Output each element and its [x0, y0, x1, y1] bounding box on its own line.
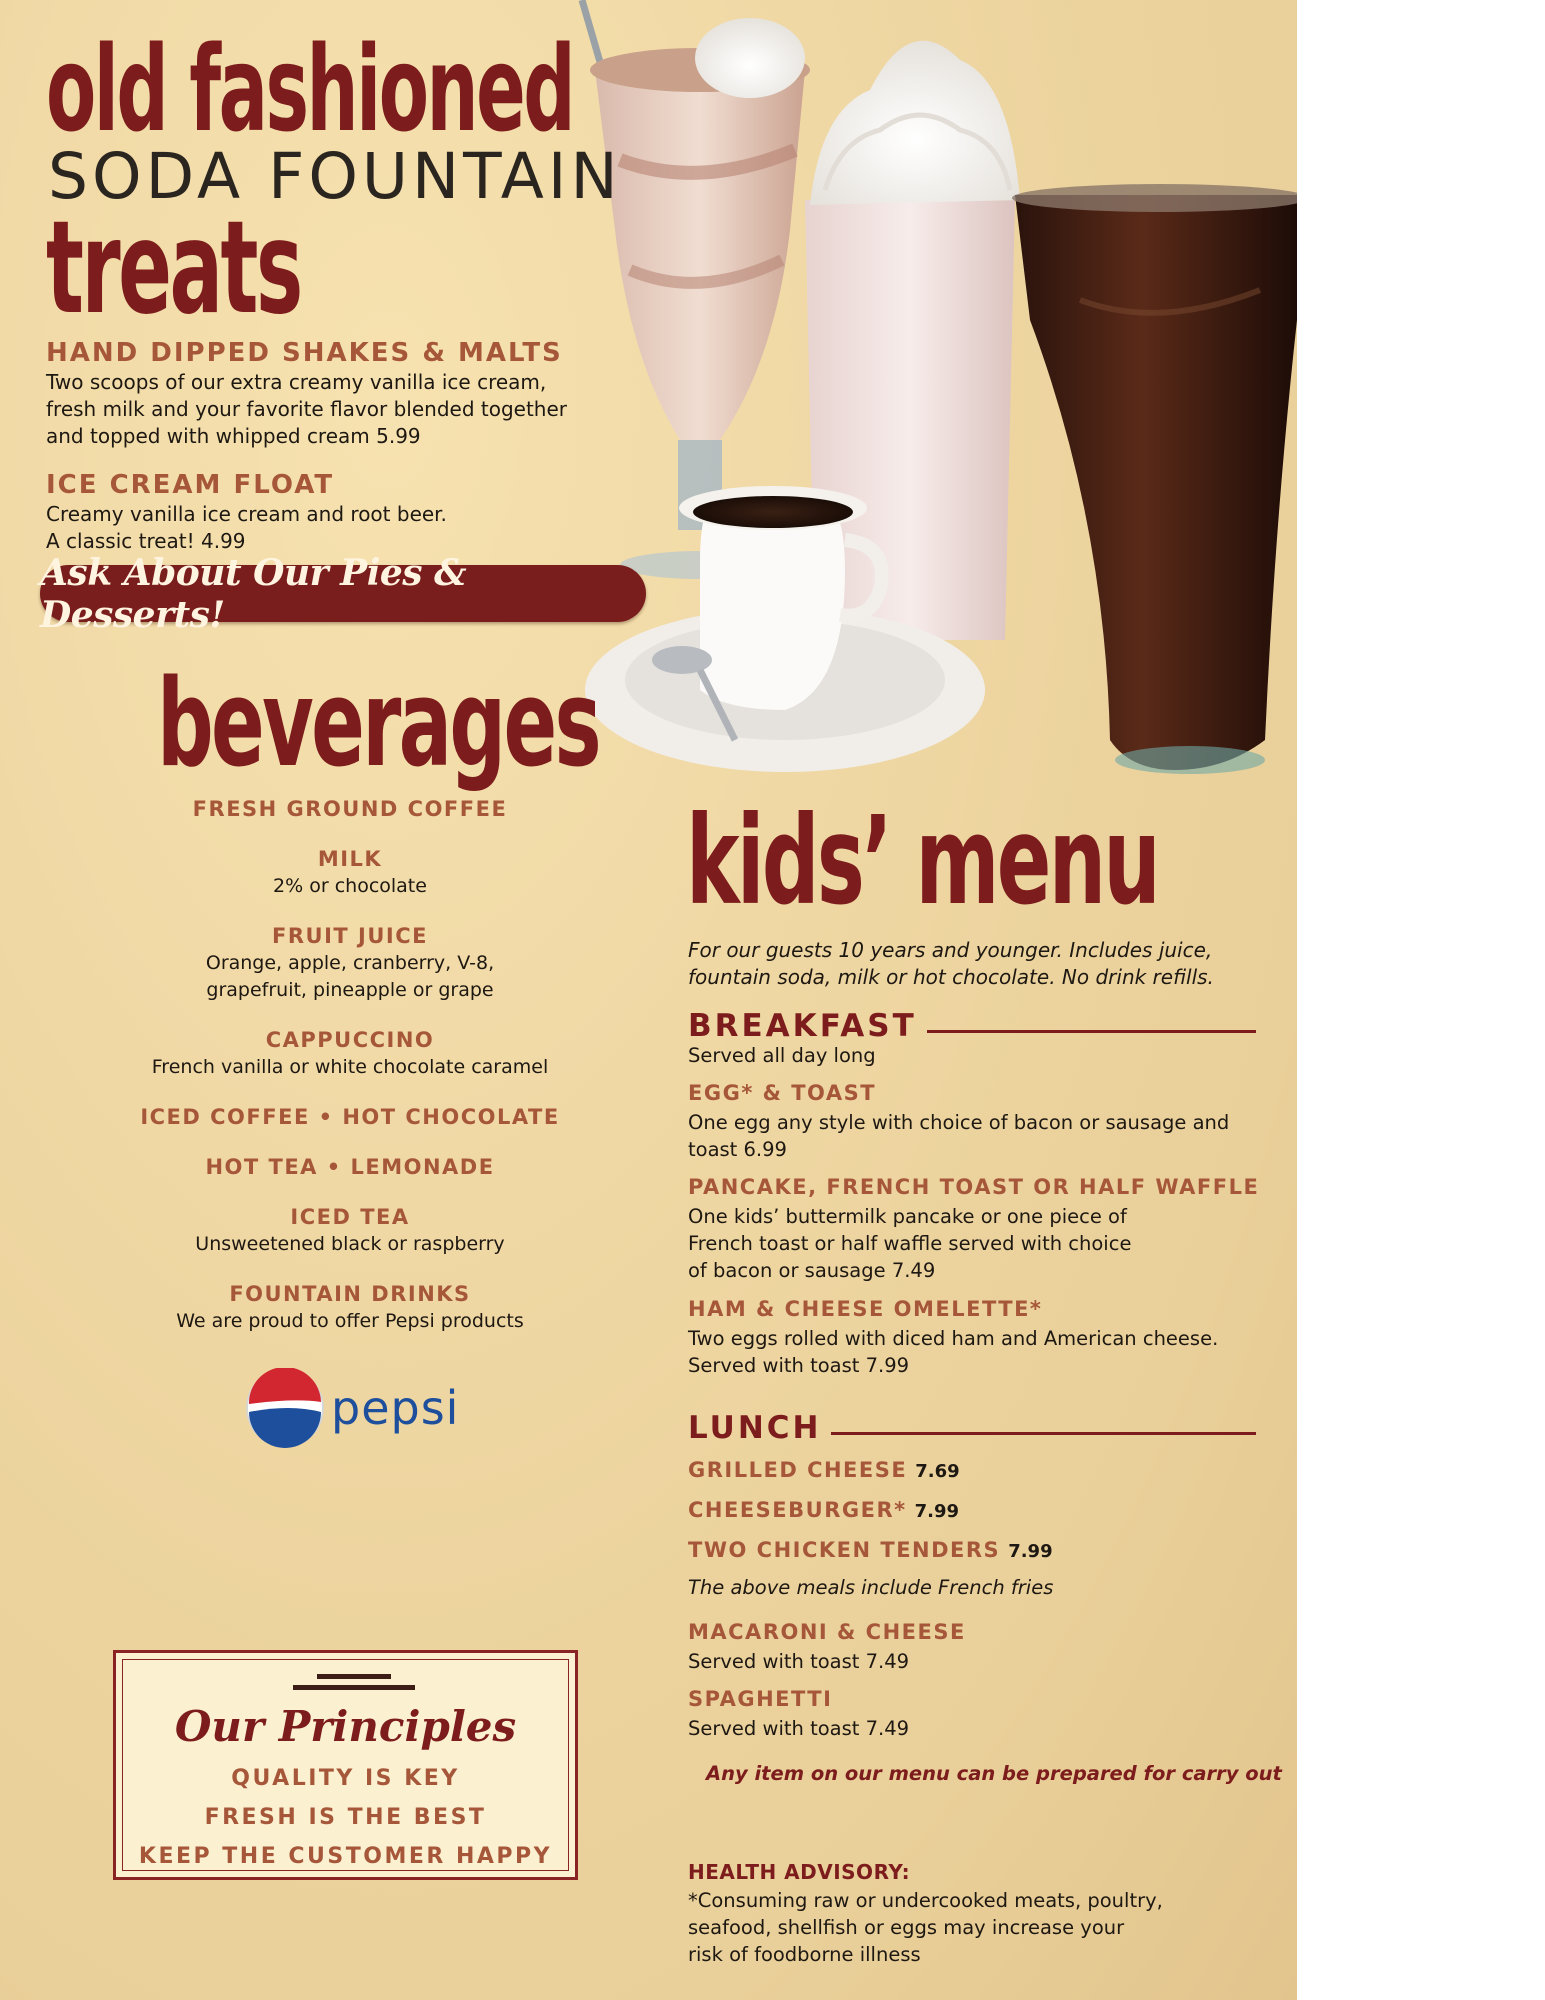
beverage-detail: grapefruit, pineapple or grape [206, 979, 494, 1001]
cheeseburger-item [688, 1498, 959, 1522]
omelette-description [688, 1325, 1258, 1379]
egg-toast-description [688, 1109, 1258, 1163]
float-desc-line: A classic treat! 4.99 [46, 529, 246, 553]
chicken-tenders-heading: TWO CHICKEN TENDERS [688, 1538, 1001, 1562]
health-advisory-heading: HEALTH ADVISORY: [688, 1860, 911, 1884]
grilled-cheese-item [688, 1458, 960, 1482]
shakes-heading: HAND DIPPED SHAKES & MALTS [46, 338, 563, 368]
beverage-heading: CAPPUCCINO [265, 1028, 435, 1052]
title-soda-fountain: SODA FOUNTAIN [48, 140, 622, 213]
spaghetti-heading: SPAGHETTI [688, 1687, 833, 1711]
pancake-heading: PANCAKE, FRENCH TOAST OR HALF WAFFLE [688, 1175, 1260, 1199]
egg-desc-line: toast 6.99 [688, 1138, 787, 1161]
pancake-desc-line: French toast or half waffle served with choice [688, 1232, 1132, 1255]
chicken-tenders-price: 7.99 [1008, 1541, 1053, 1562]
kids-intro [688, 937, 1258, 991]
float-description [46, 501, 586, 555]
chicken-tenders-item [688, 1538, 1053, 1562]
beverages-list [90, 795, 610, 1357]
mac-cheese-heading: MACARONI & CHEESE [688, 1620, 966, 1644]
health-line: seafood, shellfish or eggs may increase your [688, 1916, 1125, 1939]
health-advisory-text [688, 1887, 1208, 1968]
title-treats: treats [46, 194, 301, 343]
beverage-detail: Orange, apple, cranberry, V-8, [205, 952, 495, 974]
breakfast-rule [927, 1030, 1256, 1033]
lunch-label: LUNCH [688, 1410, 822, 1446]
omelette-desc-line: Served with toast 7.99 [688, 1354, 910, 1377]
omelette-heading: HAM & CHEESE OMELETTE* [688, 1297, 1043, 1321]
beverage-heading: FOUNTAIN DRINKS [229, 1282, 471, 1306]
fries-note: The above meals include French fries [688, 1576, 1054, 1599]
omelette-desc-line: Two eggs rolled with diced ham and American cheese. [688, 1327, 1219, 1350]
principle-line: FRESH IS THE BEST [204, 1805, 487, 1830]
pies-desserts-banner: Ask About Our Pies & Desserts! [40, 565, 646, 622]
beverage-heading: ICED TEA [290, 1205, 410, 1229]
pepsi-globe-icon [245, 1368, 325, 1448]
cheeseburger-price: 7.99 [914, 1501, 960, 1522]
principles-ornament [317, 1674, 391, 1679]
beverage-heading: FRUIT JUICE [272, 924, 428, 948]
health-line: risk of foodborne illness [688, 1943, 921, 1966]
beverage-heading: FRESH GROUND COFFEE [192, 797, 508, 821]
beverage-detail: Unsweetened black or raspberry [195, 1233, 505, 1255]
shakes-description [46, 369, 586, 450]
pepsi-logo [245, 1368, 459, 1448]
carry-out-note: Any item on our menu can be prepared for carry out [706, 1762, 1282, 1785]
egg-desc-line: One egg any style with choice of bacon or sausage and [688, 1111, 1230, 1134]
beverage-heading: ICED COFFEE • HOT CHOCOLATE [140, 1105, 560, 1129]
kids-intro-line: fountain soda, milk or hot chocolate. No drink refills. [688, 965, 1214, 989]
beverage-detail: 2% or chocolate [273, 875, 427, 897]
lunch-rule [831, 1432, 1256, 1435]
beverage-detail: French vanilla or white chocolate caramel [151, 1056, 549, 1078]
pancake-desc-line: of bacon or sausage 7.49 [688, 1259, 936, 1282]
principles-box [113, 1650, 578, 1880]
float-heading: ICE CREAM FLOAT [46, 470, 335, 500]
beverage-item [90, 1280, 610, 1335]
principles-ornament [293, 1685, 415, 1690]
beverage-item [90, 1203, 610, 1258]
principle-line: KEEP THE CUSTOMER HAPPY [138, 1844, 553, 1869]
grilled-cheese-price: 7.69 [915, 1461, 960, 1482]
beverage-item [90, 1153, 610, 1181]
egg-toast-heading: EGG* & TOAST [688, 1081, 877, 1105]
breakfast-note: Served all day long [688, 1044, 876, 1067]
beverage-heading: MILK [317, 847, 383, 871]
pepsi-wordmark: pepsi [331, 1381, 460, 1435]
shakes-desc-line: fresh milk and your favorite flavor blended together [46, 397, 567, 421]
breakfast-label: BREAKFAST [688, 1008, 917, 1044]
soda-fountain-drinks-illustration [560, 0, 1297, 800]
breakfast-heading [688, 1008, 1256, 1044]
beverage-item [90, 845, 610, 900]
float-desc-line: Creamy vanilla ice cream and root beer. [46, 502, 447, 526]
kids-menu-title: kids’ menu [686, 790, 1159, 932]
lunch-heading [688, 1410, 1256, 1446]
beverage-item [90, 1103, 610, 1131]
principles-inner-border [122, 1659, 569, 1871]
beverages-title: beverages [157, 655, 600, 794]
grilled-cheese-heading: GRILLED CHEESE [688, 1458, 908, 1482]
pancake-description [688, 1203, 1258, 1284]
principle-line: QUALITY IS KEY [231, 1766, 460, 1791]
beverage-heading: HOT TEA • LEMONADE [205, 1155, 495, 1179]
shakes-desc-line: and topped with whipped cream 5.99 [46, 424, 421, 448]
title-old-fashioned: old fashioned [46, 20, 574, 158]
spaghetti-description: Served with toast 7.49 [688, 1717, 910, 1740]
beverage-item [90, 795, 610, 823]
beverage-item [90, 1026, 610, 1081]
health-line: *Consuming raw or undercooked meats, poultry, [688, 1889, 1163, 1912]
beverage-item [90, 922, 610, 1004]
kids-intro-line: For our guests 10 years and younger. Includes juice, [688, 938, 1213, 962]
cheeseburger-heading: CHEESEBURGER* [688, 1498, 907, 1522]
shakes-desc-line: Two scoops of our extra creamy vanilla ice cream, [46, 370, 547, 394]
pancake-desc-line: One kids’ buttermilk pancake or one piece of [688, 1205, 1127, 1228]
mac-cheese-description: Served with toast 7.49 [688, 1650, 910, 1673]
beverage-detail: We are proud to offer Pepsi products [176, 1310, 524, 1332]
principles-title: Our Principles [174, 1702, 517, 1751]
